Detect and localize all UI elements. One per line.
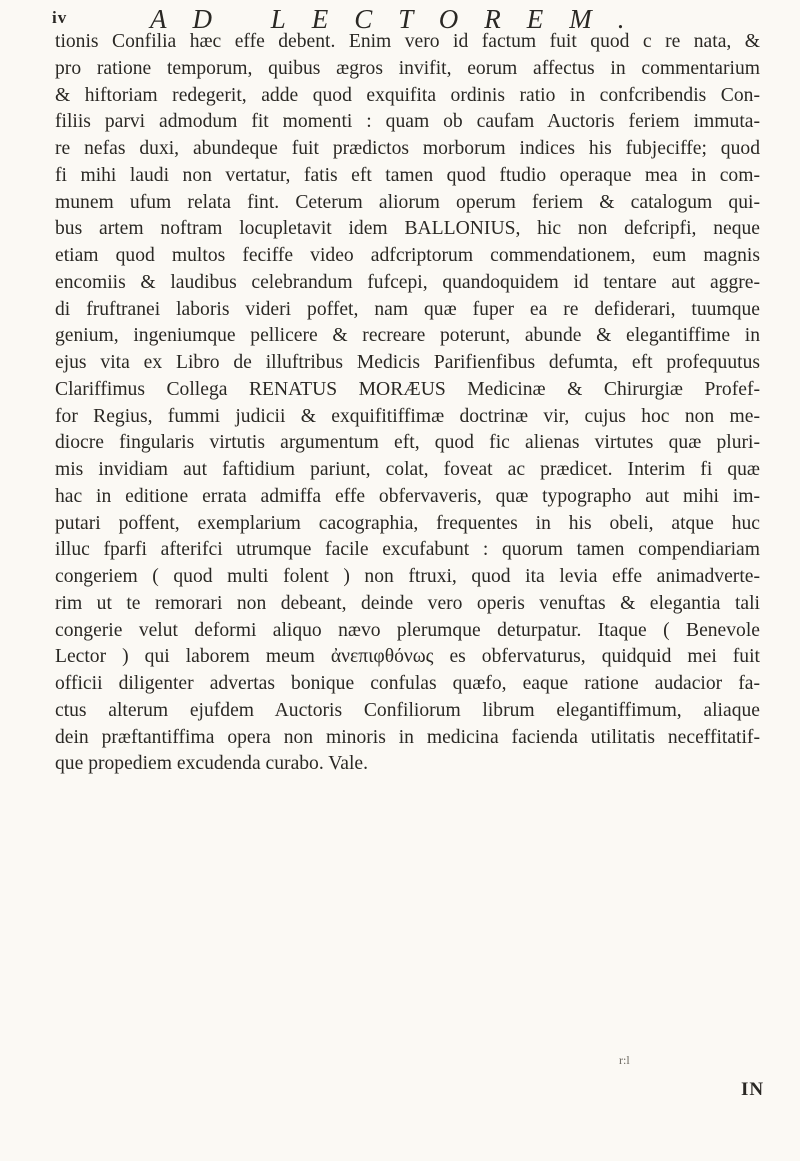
catchword: IN xyxy=(741,1079,765,1100)
text-line: mis invidiam aut faftidium pariunt, colat, foveat ac prædicet. Interim fi quæ xyxy=(55,459,760,480)
text-line-last: que propediem excudenda curabo. Vale. xyxy=(55,753,369,775)
text-line: putari poffent, exemplarium cacographia, frequentes in his obeli, atque huc xyxy=(55,512,760,534)
text-line: hac in editione errata admiffa effe obfervaveris, quæ typographo aut mihi im- xyxy=(55,485,760,507)
text-line: congerie velut deformi aliquo nævo plerumque deturpatur. Itaque ( Benevole xyxy=(55,619,760,641)
text-line: bus artem noftram locupletavit idem BALLONIUS, hic non defcripfi, neque xyxy=(55,218,760,240)
text-line: for Regius, fummi judicii & exquifitiffimæ doctrinæ vir, cujus hoc non me- xyxy=(55,405,760,427)
text-line: congeriem ( quod multi folent ) non ftruxi, quod ita levia effe animadverte- xyxy=(55,566,760,587)
page-number: iv xyxy=(52,8,68,27)
text-line: Clariffimus Collega RENATUS MORÆUS Medicinæ & Chirurgiæ Profef- xyxy=(55,378,760,400)
text-line: filiis parvi admodum fit momenti : quam ob caufam Auctoris feriem immuta- xyxy=(55,111,760,133)
marginal-mark: r:l xyxy=(619,1053,630,1067)
running-head: AD LECTOREM. xyxy=(150,4,651,34)
text-line: etiam quod multos feciffe video adfcriptorum commendationem, eum magnis xyxy=(55,245,760,266)
text-line: dein præftantiffima opera non minoris in medicina facienda utilitatis neceffitatif- xyxy=(55,726,760,748)
text-line: ctus alterum ejufdem Auctoris Confiliorum librum elegantiffimum, aliaque xyxy=(55,699,760,721)
text-line: officii diligenter advertas bonique confulas quæfo, eaque ratione audacior fa- xyxy=(55,673,760,694)
text-line: munem ufum relata fint. Ceterum aliorum operum feriem & catalogum qui- xyxy=(55,191,760,213)
text-line: & hiftoriam redegerit, adde quod exquifita ordinis ratio in confcribendis Con- xyxy=(55,84,760,106)
text-line: rim ut te remorari non debeant, deinde vero operis venuftas & elegantia tali xyxy=(55,592,760,614)
text-line: pro ratione temporum, quibus ægros invifit, eorum affectus in commentarium xyxy=(55,57,760,79)
text-line: ejus vita ex Libro de illuftribus Medicis Parifienfibus defumta, eft profequutus xyxy=(55,352,760,373)
text-line: re nefas duxi, abundeque fuit prædictos morborum indices his fubjeciffe; quod xyxy=(55,138,760,159)
text-line: di fruftranei laboris videri poffet, nam quæ fuper ea re defiderari, tuumque xyxy=(55,298,760,320)
body-text xyxy=(55,29,760,778)
text-line: illuc fparfi afterifci utrumque facile excufabunt : quorum tamen compendiariam xyxy=(55,539,760,561)
text-line: fi mihi laudi non vertatur, fatis eft tamen quod ftudio operaque mea in com- xyxy=(55,164,760,186)
text-line: diocre fingularis virtutis argumentum eft, quod fic alienas virtutes quæ pluri- xyxy=(55,432,760,454)
text-line: genium, ingeniumque pellicere & recreare poterunt, abunde & elegantiffime in xyxy=(55,325,760,347)
text-line: Lector ) qui laborem meum ἀνεπιφθόνως es obfervaturus, quidquid mei fuit xyxy=(55,646,760,668)
text-line: tionis Confilia hæc effe debent. Enim vero id factum fuit quod c re nata, & xyxy=(55,31,760,52)
text-line: encomiis & laudibus celebrandum fufcepi, quandoquidem id tentare aut aggre- xyxy=(55,271,760,293)
